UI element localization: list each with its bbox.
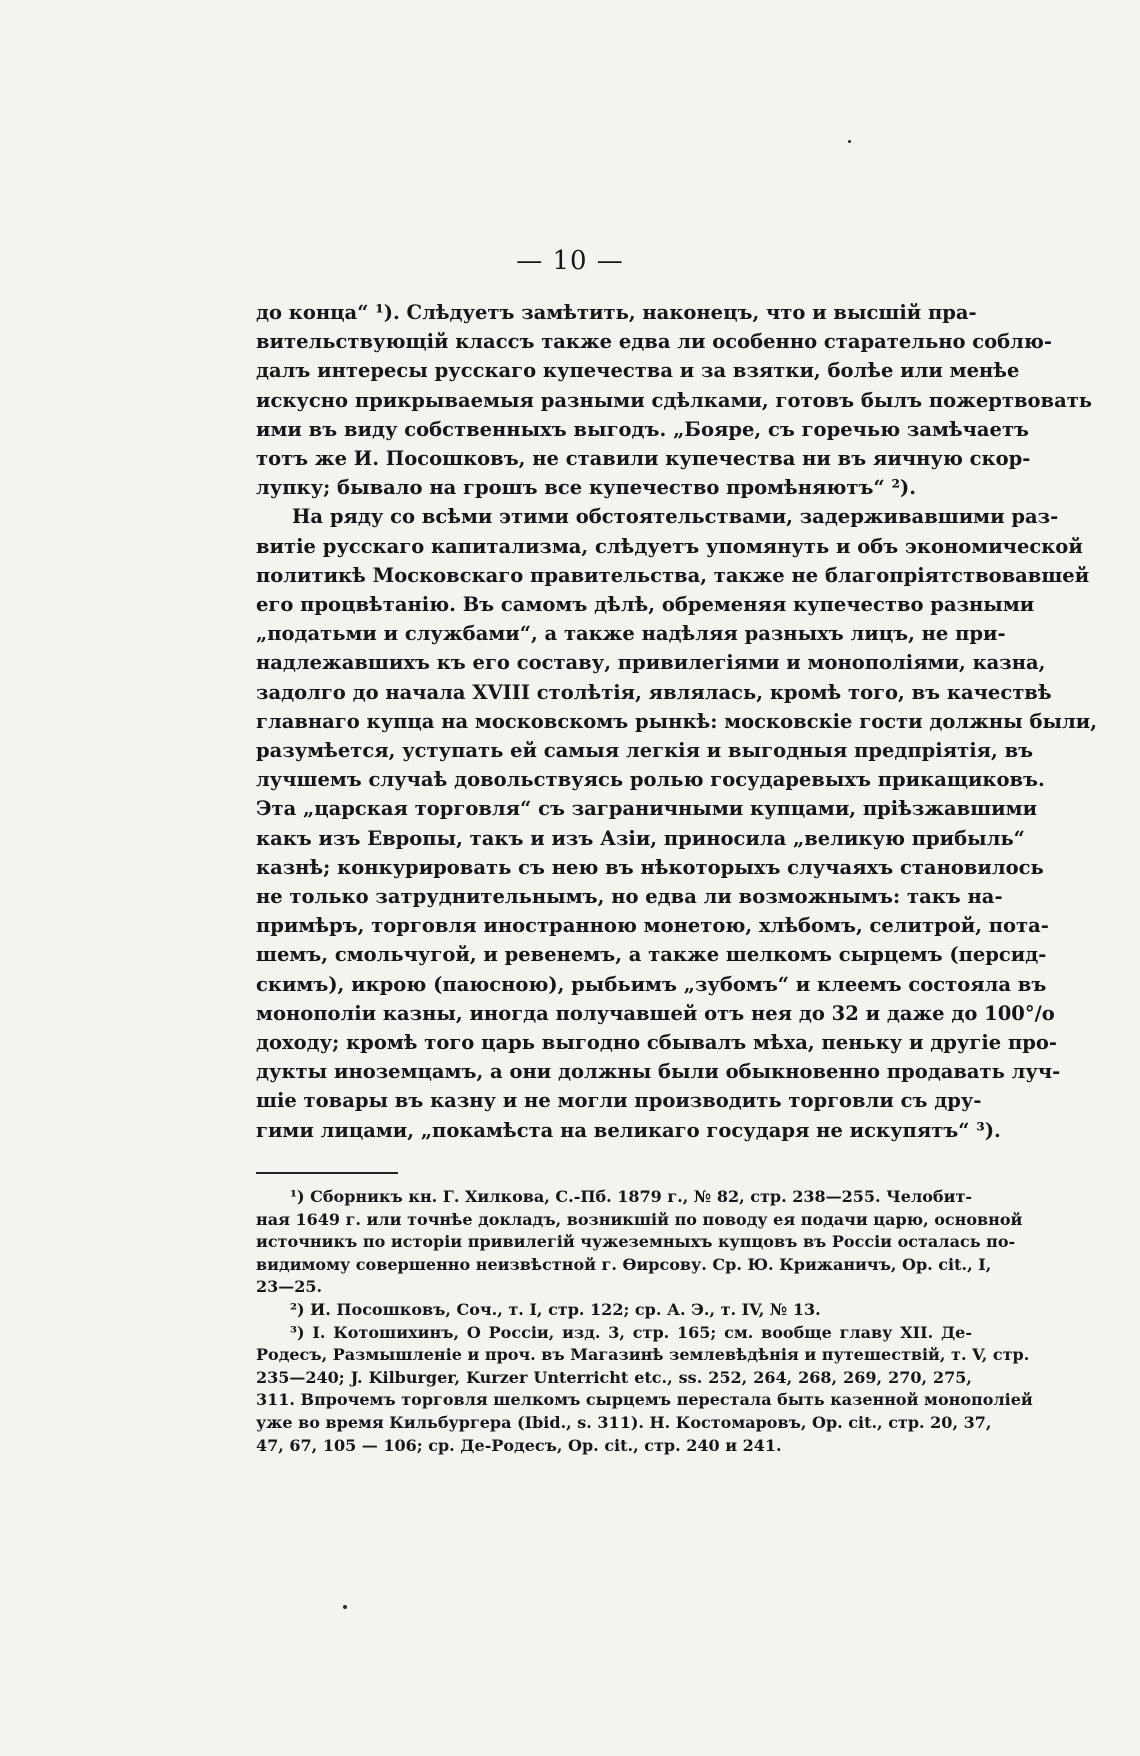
text-line: до конца“ ¹). Слѣдуетъ замѣтить, наконецъ, что и высшій пра- (256, 301, 977, 324)
footnote-separator (256, 1172, 398, 1174)
footnotes (256, 1186, 1033, 1457)
text-line: разумѣется, уступать ей самыя легкія и выгодныя предпріятія, въ (256, 739, 1034, 763)
footnote-line: видимому совершенно неизвѣстной г. Ѳирсову. Ср. Ю. Крижаничъ, Op. cit., I, (256, 1254, 992, 1274)
text-line: лучшемъ случаѣ довольствуясь ролью государевыхъ прикащиковъ. (256, 768, 1045, 792)
text-line: надлежавшихъ къ его составу, привилегіями и монополіями, казна, (256, 651, 1046, 675)
text-line: политикѣ Московскаго правительства, также не благопріятствовавшей (256, 563, 1090, 587)
footnote-line: 235—240; J. Kilburger, Kurzer Unterricht etc., ss. 252, 264, 268, 269, 270, 275, (256, 1367, 972, 1387)
text-line: не только затруднительнымъ, но едва ли возможнымъ: такъ на- (256, 885, 1003, 909)
text-line: скимъ), икрою (паюсною), рыбьимъ „зубомъ“ и клеемъ состояла въ (256, 972, 1047, 996)
footnote-line: ²) И. Посошковъ, Соч., т. I, стр. 122; ср. А. Э., т. IV, № 13. (290, 1299, 821, 1319)
footnote-line: уже во время Кильбургера (Ibid., s. 311). Н. Костомаровъ, Op. cit., стр. 20, 37, (256, 1412, 992, 1432)
text-line: вительствующій классъ также едва ли особенно старательно соблю- (256, 330, 1053, 354)
text-line: примѣръ, торговля иностранною монетою, хлѣбомъ, селитрой, пота- (256, 914, 1049, 938)
text-line: какъ изъ Европы, такъ и изъ Азіи, приносила „великую прибыль“ (256, 826, 1025, 850)
text-line: задолго до начала XVIII столѣтія, являлась, кромѣ того, въ качествѣ (256, 680, 1052, 704)
text-line: шіе товары въ казну и не могли производить торговли съ дру- (256, 1089, 982, 1113)
main-body-text (256, 298, 1098, 1145)
text-line: лупку; бывало на грошъ все купечество промѣняютъ“ ²). (256, 476, 917, 500)
footnote-line: Родесъ, Размышленіе и проч. въ Магазинѣ землевѣдѣнія и путешествій, т. V, стр. (256, 1345, 1030, 1365)
text-line: искусно прикрываемыя разными сдѣлками, готовъ былъ пожертвовать (256, 388, 1093, 412)
text-line: шемъ, смольчугой, и ревенемъ, а также шелкомъ сырцемъ (персид- (256, 943, 1047, 967)
text-line: „податьми и службами“, а также надѣляя разныхъ лицъ, не при- (256, 622, 1006, 646)
footnote-line: 23—25. (256, 1277, 323, 1297)
footnote-line: 47, 67, 105 — 106; ср. Де-Родесъ, Op. cit., стр. 240 и 241. (256, 1435, 782, 1455)
text-line: его процвѣтанію. Въ самомъ дѣлѣ, обременяя купечество разными (256, 593, 1035, 617)
ink-speck (343, 1605, 347, 1609)
footnote-line: ³) І. Котошихинъ, О Россіи, изд. 3, стр. 165; см. вообще главу XII. Де- (290, 1322, 972, 1342)
text-line: Эта „царская торговля“ съ заграничными купцами, пріѣзжавшими (256, 797, 1038, 821)
text-line: На ряду со всѣми этими обстоятельствами, задерживавшими раз- (292, 505, 1059, 529)
page-number: — 10 — (516, 246, 624, 276)
footnote-line: источникъ по исторіи привилегій чужеземныхъ купцовъ въ Россіи осталась по- (256, 1232, 1016, 1252)
text-line: витіе русскаго капитализма, слѣдуетъ упомянуть и объ экономической (256, 534, 1083, 558)
text-line: тотъ же И. Посошковъ, не ставили купечества ни въ яичную скор- (256, 447, 1031, 471)
ink-speck (848, 140, 851, 143)
text-line: гими лицами, „покамѣста на великаго государя не искупятъ“ ³). (256, 1118, 1001, 1142)
footnote-line: ная 1649 г. или точнѣе докладъ, возникшій по поводу ея подачи царю, основной (256, 1209, 1023, 1229)
text-line: казнѣ; конкурировать съ нею въ нѣкоторыхъ случаяхъ становилось (256, 855, 1044, 879)
footnote-line: ¹) Сборникъ кн. Г. Хилкова, С.-Пб. 1879 г., № 82, стр. 238—255. Челобит- (290, 1187, 973, 1206)
text-line: монополіи казны, иногда получавшей отъ нея до 32 и даже до 100°/o (256, 1001, 1055, 1025)
text-line: главнаго купца на московскомъ рынкѣ: московскіе гости должны были, (256, 709, 1098, 733)
text-line: дукты иноземцамъ, а они должны были обыкновенно продавать луч- (256, 1060, 1061, 1084)
text-line: далъ интересы русскаго купечества и за взятки, болѣе или менѣе (256, 359, 1020, 383)
footnote-line: 311. Впрочемъ торговля шелкомъ сырцемъ перестала быть казенной монополіей (256, 1390, 1033, 1410)
text-line: ими въ виду собственныхъ выгодъ. „Бояре, съ горечью замѣчаетъ (256, 417, 1029, 441)
text-line: доходу; кромѣ того царь выгодно сбывалъ мѣха, пеньку и другіе про- (256, 1031, 1057, 1055)
